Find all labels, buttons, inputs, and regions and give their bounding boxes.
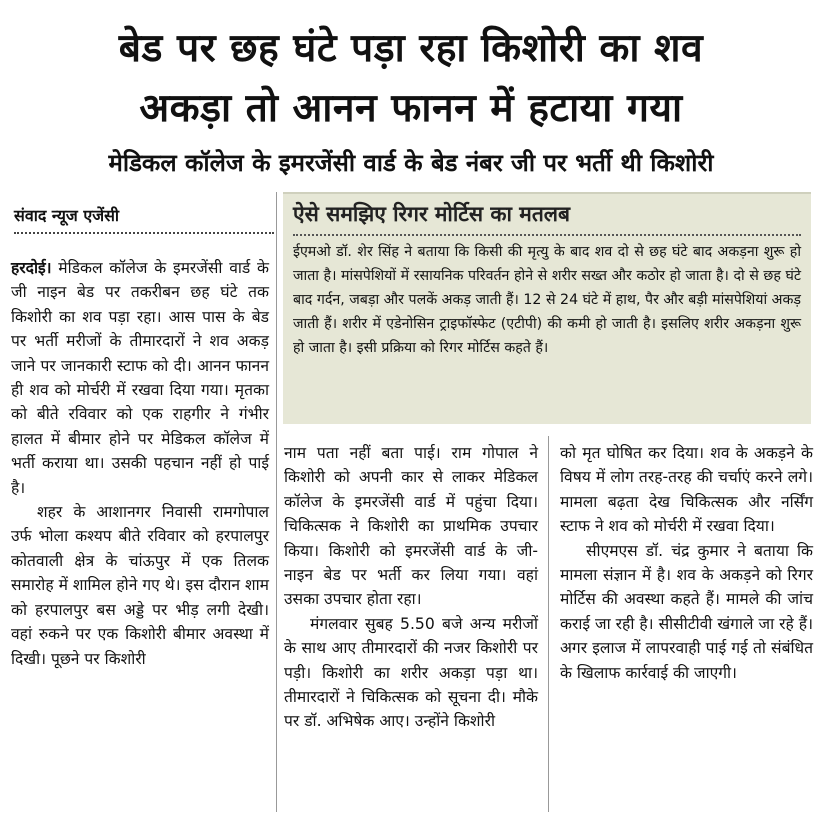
sidebar-box-body: ईएमओ डॉ. शेर सिंह ने बताया कि किसी की मृत्यु के बाद शव दो से छह घंटे बाद अकड़ना शुरू हो जाता है। मांसपेशियों में रसायनिक परिवर्तन होने से शरीर सख्त और कठोर हो जाता है। दो से छह घंटे बाद गर्दन, जबड़ा और पलकें अकड़ जाती हैं। 12 से 24 घंटे में हाथ, पैर और बड़ी मांसपेशियां अकड़ जाती हैं। शरीर में एडेनोसिन ट्राइफॉस्फेट (एटीपी) की कमी हो जाती है। इसलिए शरीर अकड़ना शुरू हो जाता है। इसी प्रक्रिया को रिगर मोर्टिस कहते हैं। (293, 244, 801, 356)
article-text: मेडिकल कॉलेज के इमरजेंसी वार्ड के जी नाइन बेड पर तकरीबन छह घंटे तक किशोरी का शव पड़ा रहा। आस पास के बेड पर भर्ती मरीजों के तीमारदारों ने शव अकड़ जाने पर जानकारी स्टाफ को दी। आनन फानन ही शव को मोर्चरी में रखवा दिया गया। मृतका को बीते रविवार को एक राहगीर ने गंभीर हालत में बीमार होने पर मेडिकल कॉलेज में भर्ती कराया था। उसकी पहचान नहीं हो पाई है। (11, 259, 269, 497)
dateline: हरदोई। (11, 259, 52, 277)
article-paragraph: शहर के आशानगर निवासी रामगोपाल उर्फ भोला कश्यप बीते रविवार को हरपालपुर कोतवाली क्षेत्र के चांऊपुर में एक तिलक समारोह में शामिल होने गए थे। इस दौरान शाम को हरपालपुर बस अड्डे पर भीड़ लगी देखी। वहां रुकने पर एक किशोरी बीमार अवस्था में दिखी। पूछने पर किशोरी (11, 503, 269, 668)
headline-line-2: अकड़ा तो आनन फानन में हटाया गया (139, 86, 683, 131)
byline: संवाद न्यूज एजेंसी (14, 204, 274, 234)
article-column-1 (11, 256, 269, 671)
article-paragraph: को मृत घोषित कर दिया। शव के अकड़ने के विषय में लोग तरह-तरह की चर्चाएं करने लगे। मामला बढ़ता देख चिकित्सक और नर्सिंग स्टाफ ने शव को मोर्चरी में रखवा दिया। (560, 444, 813, 536)
article-paragraph (11, 256, 269, 500)
column-divider (276, 192, 277, 812)
article-column-2 (284, 441, 538, 734)
sidebar-box-title: ऐसे समझिए रिगर मोर्टिस का मतलब (293, 200, 801, 236)
article-column-3 (560, 441, 813, 685)
article-paragraph: मंगलवार सुबह 5.50 बजे अन्य मरीजों के साथ आए तीमारदारों की नजर किशोरी पर पड़ी। किशोरी का शरीर अकड़ा पड़ा था। तीमारदारों ने चिकित्सक को सूचना दी। मौके पर डॉ. अभिषेक आए। उन्होंने किशोरी (284, 614, 538, 731)
article-paragraph: नाम पता नहीं बता पाई। राम गोपाल ने किशोरी को अपनी कार से लाकर मेडिकल कॉलेज के इमरजेंसी वार्ड में पहुंचा दिया। चिकित्सक ने किशोरी का प्राथमिक उपचार किया। किशोरी को इमरजेंसी वार्ड के जी-नाइन बेड पर भर्ती कर लिया गया। वहां उसका उपचार होता रहा। (284, 444, 538, 609)
subheading: मेडिकल कॉलेज के इमरजेंसी वार्ड के बेड नंबर जी पर भर्ती थी किशोरी (108, 149, 714, 177)
article-paragraph: सीएमएस डॉ. चंद्र कुमार ने बताया कि मामला संज्ञान में है। शव के अकड़ने को रिगर मोर्टिस की अवस्था कहते हैं। मामले की जांच कराई जा रही है। सीसीटीवी खंगाले जा रहे हैं। अगर इलाज में लापरवाही पाई गई तो संबंधित के खिलाफ कार्रवाई की जाएगी। (560, 541, 813, 682)
column-divider (548, 436, 549, 812)
sidebar-box (283, 192, 811, 424)
headline-line-1: बेड पर छह घंटे पड़ा रहा किशोरी का शव (118, 26, 704, 71)
